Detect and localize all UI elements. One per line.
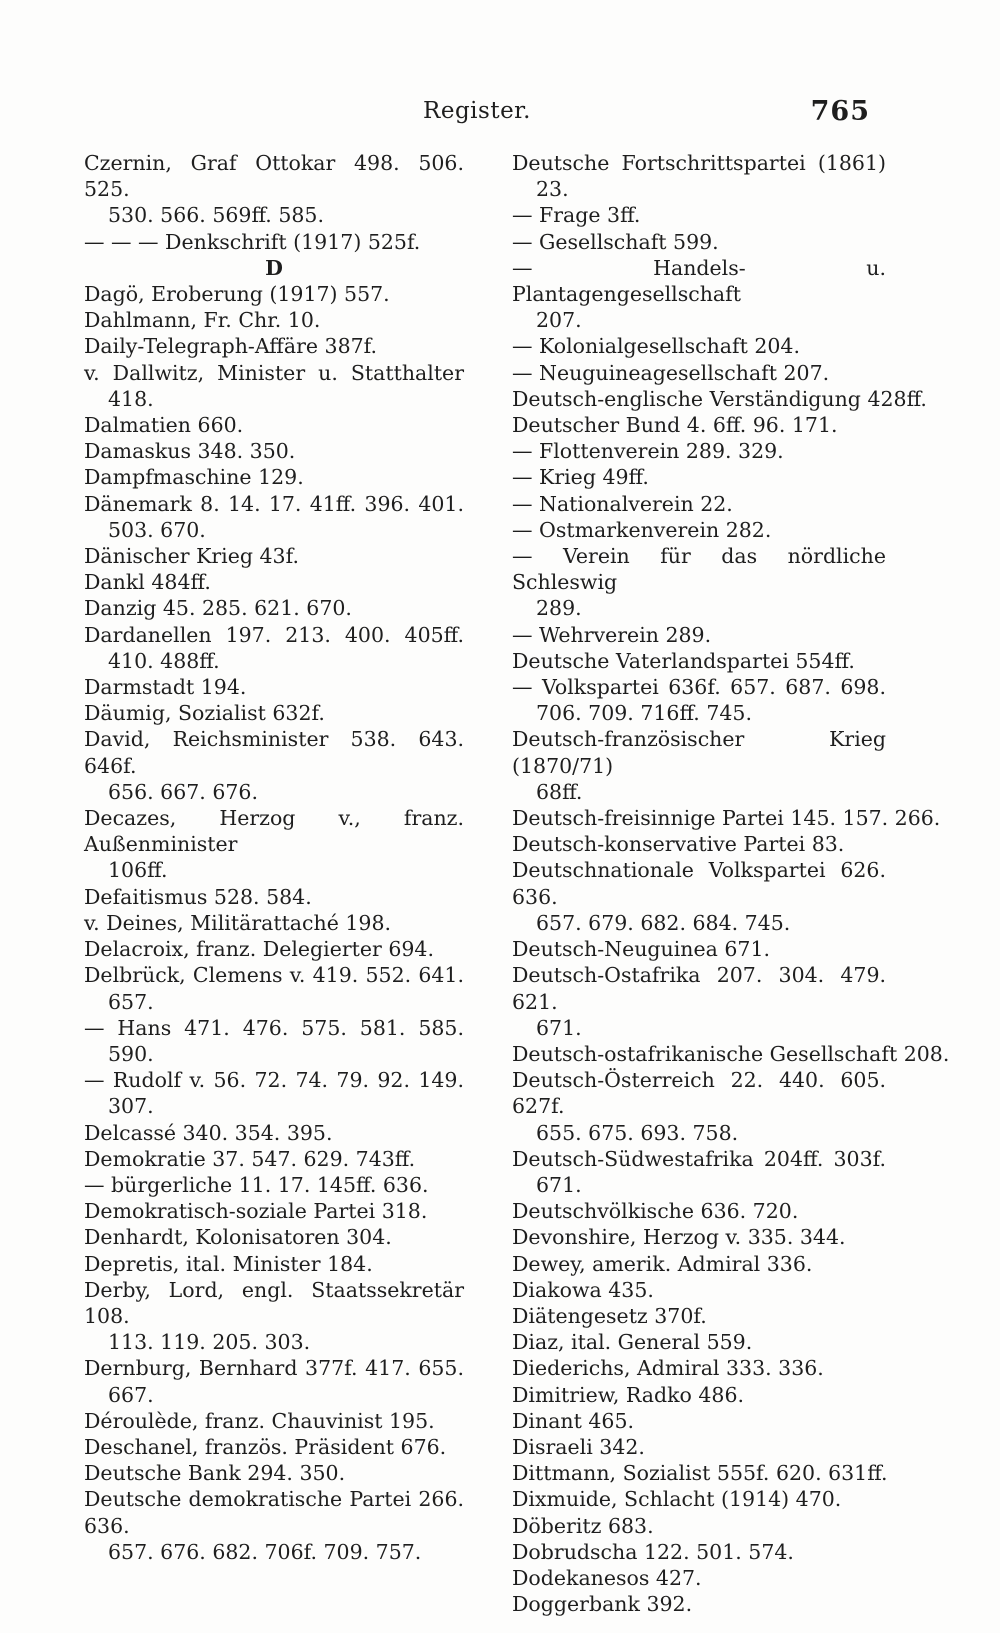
index-entry: Deutsch-Südwestafrika 204ff. 303f.	[512, 1146, 886, 1171]
index-entry: Czernin, Graf Ottokar 498. 506. 525.	[84, 151, 464, 202]
index-entry: Dimitriew, Radko 486.	[512, 1382, 745, 1407]
index-entry: Deutsche Vaterlandspartei 554ff.	[512, 648, 855, 673]
index-entry-continuation: 657. 676. 682. 706f. 709. 757.	[108, 1539, 422, 1564]
index-entry-continuation: 113. 119. 205. 303.	[108, 1330, 311, 1355]
index-entry: Delacroix, franz. Delegierter 694.	[84, 937, 434, 962]
index-entry-continuation: 667.	[108, 1382, 154, 1407]
index-entry: — bürgerliche 11. 17. 145ff. 636.	[84, 1172, 429, 1197]
index-entry: Deutsche Fortschrittspartei (1861)	[512, 151, 886, 175]
index-entry: — Volkspartei 636f. 657. 687. 698.	[512, 675, 886, 700]
index-entry-continuation: 656. 667. 676.	[108, 779, 258, 804]
index-entry-continuation: 657. 679. 682. 684. 745.	[536, 910, 791, 935]
index-entry: Demokratisch-soziale Partei 318.	[84, 1199, 428, 1224]
index-entry: Deutsch-englische Verständigung 428ff.	[512, 386, 927, 411]
index-entry: — Krieg 49ff.	[512, 465, 649, 490]
running-title: Register.	[423, 98, 531, 124]
index-entry: — Neuguineagesellschaft 207.	[512, 360, 830, 385]
index-entry: Doggerbank 392.	[512, 1592, 693, 1617]
index-entry: Demokratie 37. 547. 629. 743ff.	[84, 1146, 416, 1171]
index-entry: v. Dallwitz, Minister u. Statthalter	[84, 360, 464, 385]
index-entry: Derby, Lord, engl. Staatssekretär 108.	[84, 1277, 464, 1328]
index-entry: v. Deines, Militärattaché 198.	[84, 910, 392, 935]
index-entry-continuation: 657.	[108, 989, 154, 1014]
index-entry: Deutsche demokratische Partei 266. 636.	[84, 1487, 464, 1538]
index-entry: — Nationalverein 22.	[512, 491, 733, 516]
index-entry: — Ostmarkenverein 282.	[512, 517, 772, 542]
index-entry: Diederichs, Admiral 333. 336.	[512, 1356, 824, 1381]
index-entry: Denhardt, Kolonisatoren 304.	[84, 1225, 392, 1250]
index-entry: Dittmann, Sozialist 555f. 620. 631ff.	[512, 1461, 888, 1486]
index-entry: — Gesellschaft 599.	[512, 229, 719, 254]
index-entry: Däumig, Sozialist 632f.	[84, 701, 325, 726]
index-entry-continuation: 410. 488ff.	[108, 648, 220, 673]
index-entry: Dardanellen 197. 213. 400. 405ff.	[84, 622, 464, 647]
index-entry: Diaz, ital. General 559.	[512, 1330, 753, 1355]
index-entry-continuation: 503. 670.	[108, 517, 206, 542]
index-entry: Dodekanesos 427.	[512, 1565, 702, 1590]
index-entry: David, Reichsminister 538. 643. 646f.	[84, 727, 464, 778]
index-entry-continuation: 68ff.	[536, 779, 583, 804]
index-entry-continuation: 530. 566. 569ff. 585.	[108, 203, 324, 228]
index-entry: Dinant 465.	[512, 1408, 635, 1433]
index-entry: Deutsch-Österreich 22. 440. 605. 627f.	[512, 1068, 886, 1119]
index-entry: — Frage 3ff.	[512, 203, 641, 228]
index-entry: — Hans 471. 476. 575. 581. 585.	[84, 1015, 464, 1040]
index-entry-continuation: 418.	[108, 386, 154, 411]
index-entry: Delcassé 340. 354. 395.	[84, 1120, 333, 1145]
index-entry: Deutschvölkische 636. 720.	[512, 1199, 799, 1224]
index-entry: — — — Denkschrift (1917) 525f.	[84, 229, 421, 254]
index-entry: Deutschnationale Volkspartei 626. 636.	[512, 858, 886, 909]
index-entry: Déroulède, franz. Chauvinist 195.	[84, 1408, 435, 1433]
index-entry: — Flottenverein 289. 329.	[512, 439, 784, 464]
index-entry-continuation: 590.	[108, 1041, 154, 1066]
index-entry-continuation: 655. 675. 693. 758.	[536, 1120, 739, 1145]
index-entry-continuation: 671.	[536, 1172, 582, 1197]
index-entry-continuation: 106ff.	[108, 858, 168, 883]
index-entry-continuation: 307.	[108, 1094, 154, 1119]
index-entry: Dernburg, Bernhard 377f. 417. 655.	[84, 1356, 464, 1381]
index-entry: Deutsch-französischer Krieg (1870/71)	[512, 727, 886, 778]
index-entry: Dankl 484ff.	[84, 570, 211, 595]
page-header	[84, 96, 870, 136]
index-entry: — Rudolf v. 56. 72. 74. 79. 92. 149.	[84, 1068, 464, 1093]
index-entry: — Wehrverein 289.	[512, 622, 712, 647]
index-entry: Diakowa 435.	[512, 1277, 654, 1302]
index-entry: Dewey, amerik. Admiral 336.	[512, 1251, 813, 1276]
index-entry: Daily-Telegraph-Affäre 387f.	[84, 334, 378, 359]
index-entry: Dagö, Eroberung (1917) 557.	[84, 282, 390, 307]
index-entry: Depretis, ital. Minister 184.	[84, 1251, 373, 1276]
index-entry: Darmstadt 194.	[84, 675, 247, 700]
index-entry: — Kolonialgesellschaft 204.	[512, 334, 800, 359]
index-entry: — Handels- u. Plantagengesellschaft	[512, 255, 886, 307]
index-entry: Deutsch-Neuguinea 671.	[512, 937, 771, 962]
index-entry: Deutsch-Ostafrika 207. 304. 479. 621.	[512, 963, 886, 1014]
index-entry: Decazes, Herzog v., franz. Außenminister	[84, 806, 464, 857]
index-entry: Dänischer Krieg 43f.	[84, 544, 299, 569]
index-entry: Defaitismus 528. 584.	[84, 884, 312, 909]
index-entry: Dobrudscha 122. 501. 574.	[512, 1539, 794, 1564]
index-entry: — Verein für das nördliche Schleswig	[512, 544, 886, 595]
index-column-left	[84, 150, 464, 1565]
index-column-right	[512, 150, 950, 1617]
index-entry: Diätengesetz 370f.	[512, 1303, 707, 1328]
index-entry: Danzig 45. 285. 621. 670.	[84, 596, 352, 621]
index-entry: Delbrück, Clemens v. 419. 552. 641.	[84, 963, 464, 988]
index-entry: Dänemark 8. 14. 17. 41ff. 396. 401.	[84, 491, 464, 516]
index-entry: Deutsche Bank 294. 350.	[84, 1461, 346, 1486]
index-entry: Dampfmaschine 129.	[84, 465, 304, 490]
index-entry-continuation: 207.	[536, 308, 582, 333]
index-entry: Deutscher Bund 4. 6ff. 96. 171.	[512, 413, 838, 438]
index-entry: Döberitz 683.	[512, 1513, 654, 1538]
index-entry: Deutsch-freisinnige Partei 145. 157. 266.	[512, 806, 941, 831]
index-entry-continuation: 23.	[536, 177, 569, 202]
index-entry-continuation: 706. 709. 716ff. 745.	[536, 701, 752, 726]
page-number: 765	[810, 96, 870, 127]
index-entry: Devonshire, Herzog v. 335. 344.	[512, 1225, 846, 1250]
index-entry: Dahlmann, Fr. Chr. 10.	[84, 308, 321, 333]
index-entry: Dalmatien 660.	[84, 413, 244, 438]
index-entry-continuation: 289.	[536, 596, 582, 621]
index-entry: Damaskus 348. 350.	[84, 439, 296, 464]
index-entry: Deutsch-konservative Partei 83.	[512, 832, 845, 857]
index-entry: Deschanel, französ. Präsident 676.	[84, 1434, 447, 1459]
index-entry: Dixmuide, Schlacht (1914) 470.	[512, 1487, 842, 1512]
section-letter: D	[265, 255, 283, 280]
index-entry-continuation: 671.	[536, 1015, 582, 1040]
index-entry: Deutsch-ostafrikanische Gesellschaft 208.	[512, 1041, 950, 1066]
index-entry: Disraeli 342.	[512, 1434, 645, 1459]
